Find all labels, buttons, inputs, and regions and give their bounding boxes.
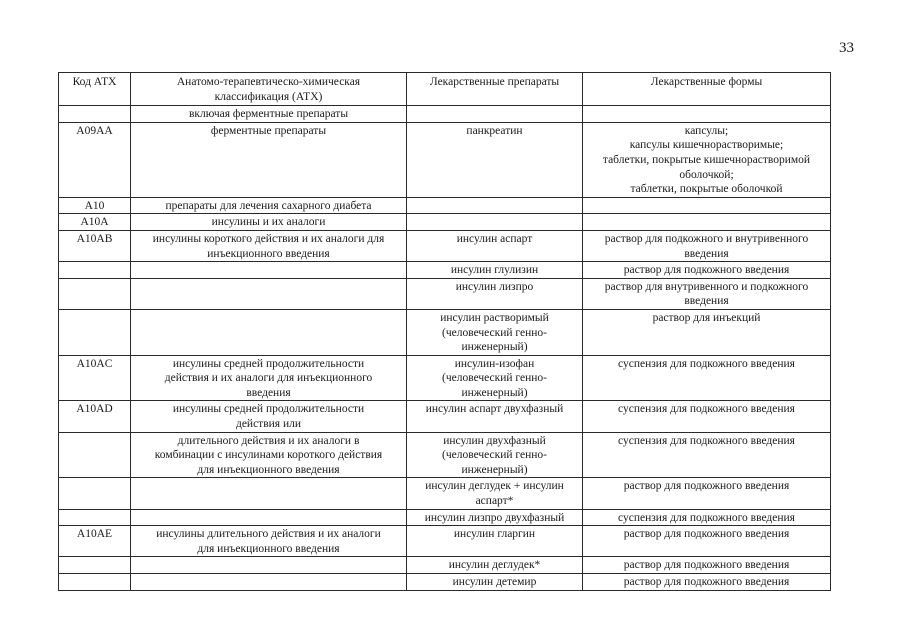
dosage-form-cell: раствор для подкожного введения	[583, 574, 831, 591]
dosage-form-cell: раствор для подкожного и внутривенного введения	[583, 230, 831, 261]
dosage-form-cell	[583, 214, 831, 231]
table-row	[59, 432, 831, 478]
drug-cell: панкреатин	[407, 122, 583, 197]
drug-cell: инсулин гларгин	[407, 526, 583, 557]
drug-cell	[407, 214, 583, 231]
atx-code-cell	[59, 278, 131, 309]
drug-cell: инсулин деглудек + инсулин аспарт*	[407, 478, 583, 509]
table-row	[59, 262, 831, 279]
atx-code-cell	[59, 557, 131, 574]
dosage-form-cell: суспензия для подкожного введения	[583, 509, 831, 526]
drug-cell: инсулин двухфазный (человеческий генно- инженерный)	[407, 432, 583, 478]
table-row	[59, 230, 831, 261]
classification-cell	[131, 478, 407, 509]
table-row	[59, 309, 831, 355]
table-body	[59, 106, 831, 590]
drug-cell: инсулин детемир	[407, 574, 583, 591]
atx-code-cell: A10A	[59, 214, 131, 231]
dosage-form-cell	[583, 197, 831, 214]
table-row	[59, 278, 831, 309]
drug-cell: инсулин деглудек*	[407, 557, 583, 574]
atx-code-cell	[59, 574, 131, 591]
classification-cell	[131, 309, 407, 355]
table-row	[59, 355, 831, 401]
classification-cell: ферментные препараты	[131, 122, 407, 197]
classification-cell: инсулины короткого действия и их аналоги для инъекционного введения	[131, 230, 407, 261]
classification-cell	[131, 278, 407, 309]
header-drugs: Лекарственные препараты	[407, 73, 583, 106]
classification-cell: препараты для лечения сахарного диабета	[131, 197, 407, 214]
dosage-form-cell: капсулы; капсулы кишечнорастворимые; таблетки, покрытые кишечнорастворимой оболочкой; таблетки, покрытые оболочкой	[583, 122, 831, 197]
drug-cell: инсулин растворимый (человеческий генно- инженерный)	[407, 309, 583, 355]
atx-code-cell	[59, 106, 131, 123]
drug-cell: инсулин лизпро двухфазный	[407, 509, 583, 526]
table-row	[59, 214, 831, 231]
table-row	[59, 526, 831, 557]
table-row	[59, 509, 831, 526]
table-row	[59, 557, 831, 574]
dosage-form-cell: раствор для внутривенного и подкожного введения	[583, 278, 831, 309]
dosage-form-cell: раствор для инъекций	[583, 309, 831, 355]
atx-code-cell	[59, 478, 131, 509]
table-row	[59, 574, 831, 591]
classification-cell	[131, 574, 407, 591]
classification-cell	[131, 557, 407, 574]
classification-cell: включая ферментные препараты	[131, 106, 407, 123]
dosage-form-cell: суспензия для подкожного введения	[583, 432, 831, 478]
drug-cell	[407, 106, 583, 123]
atx-code-cell: A10AB	[59, 230, 131, 261]
drug-cell: инсулин аспарт	[407, 230, 583, 261]
table-row	[59, 106, 831, 123]
atx-code-cell: A10AD	[59, 401, 131, 432]
header-atx-code: Код АТХ	[59, 73, 131, 106]
header-atx-classification: Анатомо-терапевтическо-химическая классификация (АТХ)	[131, 73, 407, 106]
classification-cell	[131, 509, 407, 526]
drug-cell: инсулин аспарт двухфазный	[407, 401, 583, 432]
table-row	[59, 478, 831, 509]
drug-cell: инсулин-изофан (человеческий генно- инженерный)	[407, 355, 583, 401]
atx-drug-table	[58, 72, 831, 591]
dosage-form-cell	[583, 106, 831, 123]
header-dosage-forms: Лекарственные формы	[583, 73, 831, 106]
classification-cell: инсулины длительного действия и их аналоги для инъекционного введения	[131, 526, 407, 557]
drug-cell: инсулин лизпро	[407, 278, 583, 309]
classification-cell: длительного действия и их аналоги в комбинации с инсулинами короткого действия для инъекционного введения	[131, 432, 407, 478]
page-number: 33	[839, 40, 854, 56]
drug-cell	[407, 197, 583, 214]
dosage-form-cell: раствор для подкожного введения	[583, 557, 831, 574]
atx-code-cell	[59, 432, 131, 478]
table-row	[59, 401, 831, 432]
table-header-row	[59, 73, 831, 106]
atx-code-cell: A10AC	[59, 355, 131, 401]
atx-code-cell	[59, 309, 131, 355]
atx-code-cell	[59, 509, 131, 526]
classification-cell: инсулины средней продолжительности действия или	[131, 401, 407, 432]
drug-cell: инсулин глулизин	[407, 262, 583, 279]
atx-code-cell: A10	[59, 197, 131, 214]
classification-cell: инсулины и их аналоги	[131, 214, 407, 231]
dosage-form-cell: раствор для подкожного введения	[583, 262, 831, 279]
classification-cell	[131, 262, 407, 279]
dosage-form-cell: суспензия для подкожного введения	[583, 355, 831, 401]
atx-code-cell: A09AA	[59, 122, 131, 197]
classification-cell: инсулины средней продолжительности действия и их аналоги для инъекционного введения	[131, 355, 407, 401]
dosage-form-cell: раствор для подкожного введения	[583, 526, 831, 557]
table-row	[59, 122, 831, 197]
atx-code-cell	[59, 262, 131, 279]
dosage-form-cell: раствор для подкожного введения	[583, 478, 831, 509]
dosage-form-cell: суспензия для подкожного введения	[583, 401, 831, 432]
atx-code-cell: A10AE	[59, 526, 131, 557]
table-row	[59, 197, 831, 214]
